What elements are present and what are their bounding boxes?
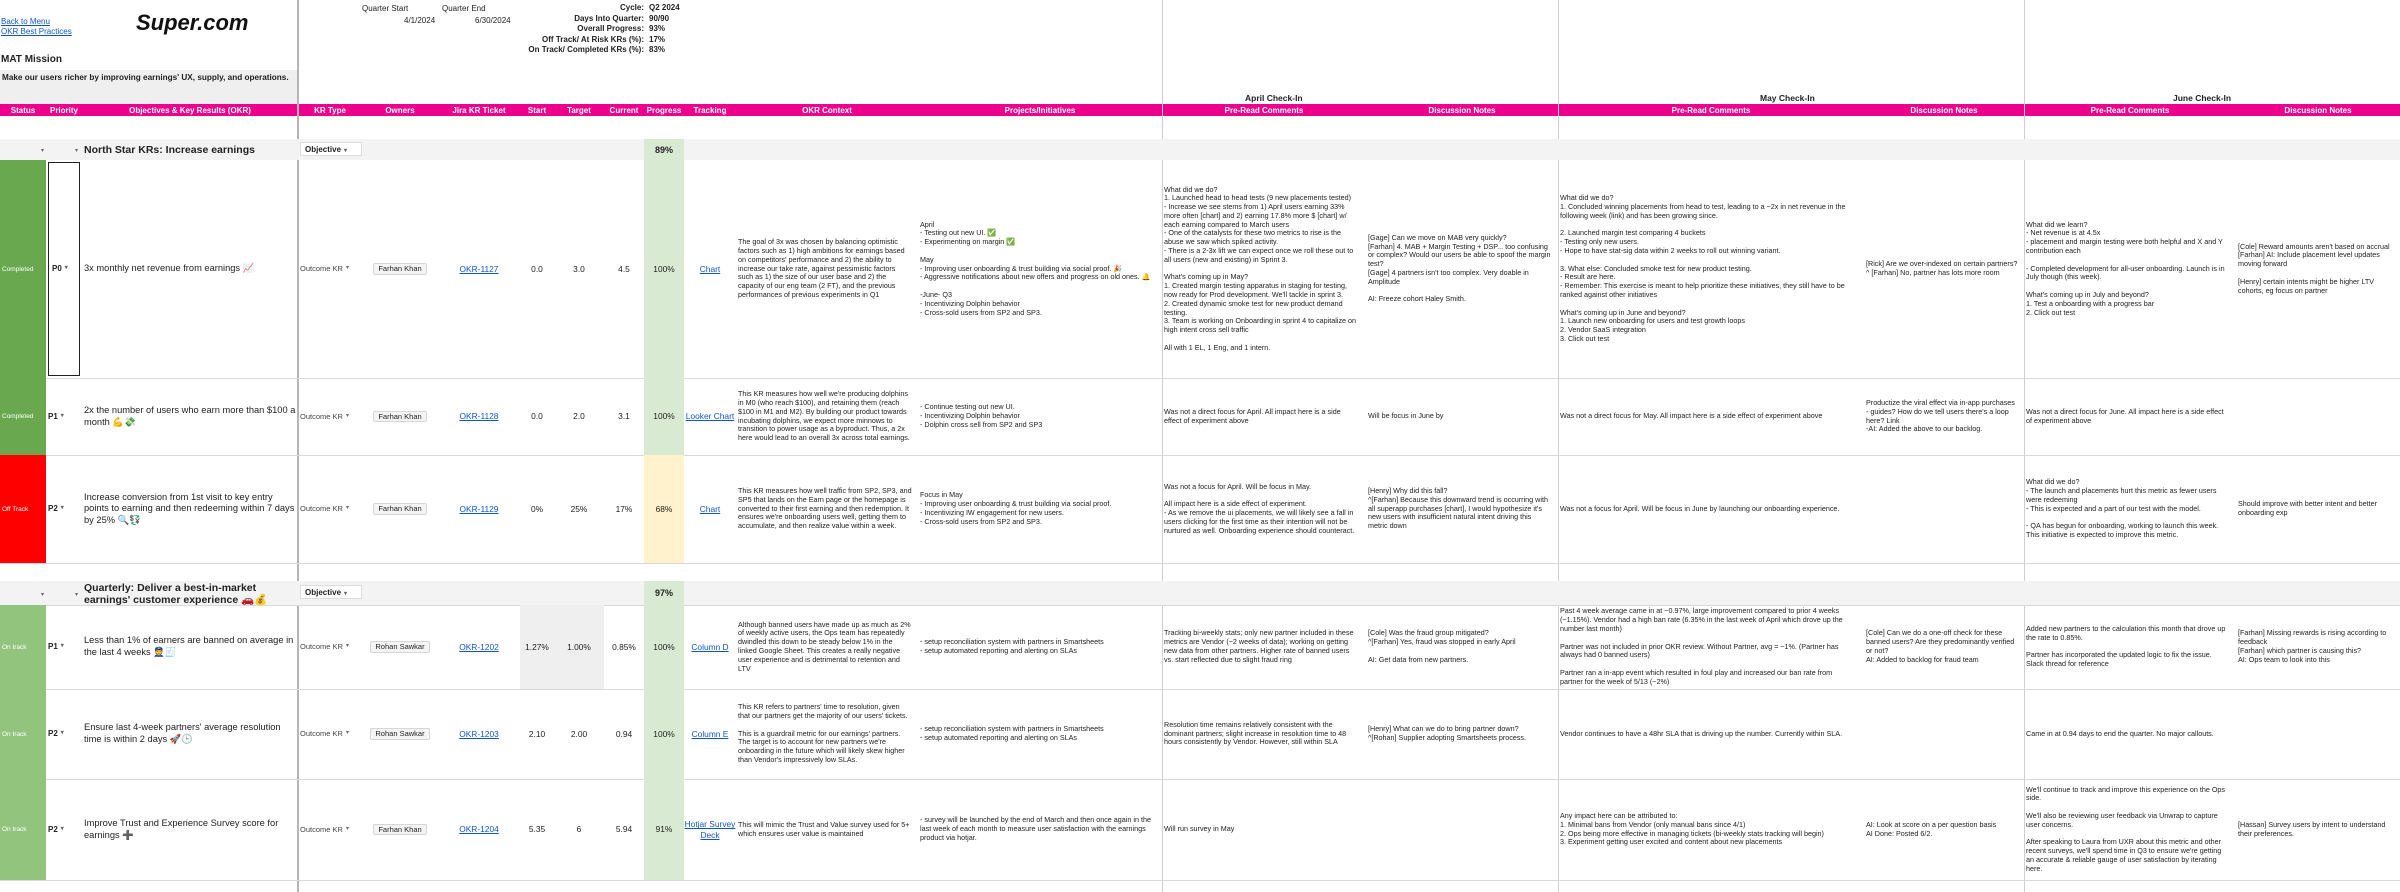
section-collapse-dropdown[interactable]: ▾	[41, 592, 45, 598]
progress-value: 68%	[655, 503, 673, 514]
jira-cell[interactable]	[438, 380, 520, 453]
status-label: On track	[2, 730, 27, 738]
progress-value: 100%	[653, 263, 675, 274]
may-notes	[1866, 691, 2022, 777]
current-value: 0.94	[615, 728, 633, 739]
tracking-link[interactable]: Column E	[691, 728, 729, 739]
owner-cell[interactable]	[362, 162, 438, 376]
col-priority[interactable]: Priority	[46, 105, 82, 116]
section-priority-dropdown[interactable]: ▾	[75, 592, 79, 598]
row-divider	[0, 378, 2400, 379]
status-cell[interactable]	[0, 160, 46, 378]
tracking-link[interactable]: Hotjar Survey Deck	[684, 819, 736, 840]
mission-title: MAT Mission	[1, 54, 62, 65]
summary-row: Cycle: Q2 2024	[619, 3, 680, 12]
okr-title: Ensure last 4-week partners' average resolution time is within 2 days 🚀🕒	[84, 722, 281, 744]
okr-context: Although banned users have made up as much as 2% of weekly active users, the Ops team has repeatedly dwindled this down to be steady below 1% in the linked Google Sheet. This creates a really negative user experience and is detrimental to retention and LTV	[738, 619, 913, 673]
target-value: 2.00	[570, 728, 588, 739]
okr-context: This KR measures how well we're producing dolphins in M0 (who reach $100), and retaining them (reach $100 in M1 and M2). By building our product towards incubating dolphins, we expect more minnows to transition to power usage as a byproduct. Thus, a 2x here would lead to an overall 3x across total earnings.	[738, 389, 910, 443]
row-divider	[0, 689, 2400, 690]
kr-type-dropdown[interactable]: Outcome KR ▾	[300, 504, 349, 514]
col-target[interactable]: Target	[554, 105, 604, 116]
status-cell[interactable]	[0, 779, 46, 880]
progress-value: 91%	[655, 824, 673, 835]
may-notes: [Cole] Can we do a one-off check for these banned users? Are they predominantly verified or not? AI: Added to backlog for fraud team	[1866, 628, 2015, 664]
kr-type-label: Outcome KR	[300, 642, 343, 652]
may-divider	[1558, 0, 1559, 892]
jira-cell[interactable]	[438, 691, 520, 777]
projects-initiatives: April - Testing out new UI. ✅ - Experimenting on margin ✅ May - Improving user onboarding & trust building via social proof. 🎉 - Aggressive notifications about new offers and progress on old ones. 🔔 -June- Q3 - Incentivizing Dolphin behavior - Cross-sold users from SP2 and SP3.	[920, 219, 1151, 317]
col-current[interactable]: Current	[604, 105, 644, 116]
may-notes: Productize the viral effect via in-app purchases - guides? How do we tell users there's a loop here? Link -AI: Added the above to our backlog.	[1866, 397, 2015, 434]
current-value: 4.5	[618, 263, 630, 274]
okr-context: This KR measures how well traffic from SP2, SP3, and SP5 that lands on the Earn page or the homepage is converted to their first earning and then redemption. It ensures we're onboarding users well, getting them to accumulate, and then realize value within a week.	[738, 486, 914, 531]
owner-chip: Farhan Khan	[373, 824, 426, 835]
status-cell[interactable]	[0, 689, 46, 779]
priority-label: P2	[48, 729, 58, 739]
may-preread: Any impact here can be attributed to: 1. Minimal bans from Vendor (only manual bans since 4/1) 2. Ops being more effective in managing tickets (bi-weekly stats tracking will begin) 3. Experiment getting user excited and content about new placements	[1560, 810, 1824, 847]
kr-type-dropdown[interactable]: Outcome KR ▾	[300, 411, 349, 421]
logo	[136, 10, 248, 36]
owner-cell[interactable]	[362, 607, 438, 687]
kr-type-label: Outcome KR	[300, 824, 343, 834]
kr-type-label: Outcome KR	[300, 411, 343, 421]
progress-value: 100%	[653, 641, 675, 652]
col-april-preread[interactable]: Pre-Read Comments	[1162, 105, 1366, 116]
tracking-link[interactable]: Chart	[699, 263, 721, 274]
section-title: North Star KRs: Increase earnings	[84, 144, 255, 156]
status-label: Completed	[2, 413, 34, 420]
target-value: 2.0	[573, 411, 585, 422]
col-start[interactable]: Start	[520, 105, 554, 116]
tracking-cell[interactable]	[684, 457, 736, 561]
may-notes: AI: Look at score on a per question basis AI Done: Posted 6/2.	[1866, 819, 1997, 838]
tracking-link[interactable]: Looker Chart	[685, 411, 735, 422]
row-divider	[0, 779, 2400, 780]
june-notes: [Farhan] Missing rewards is rising according to feedback [Farhan] which partner is causing this? AI: Ops team to look into this	[2238, 628, 2387, 664]
progress-value: 100%	[653, 411, 675, 422]
kr-type-dropdown[interactable]: Outcome KR ▾	[300, 729, 349, 739]
priority-cell[interactable]: P1 ▾	[48, 642, 64, 652]
tracking-cell[interactable]	[684, 607, 736, 687]
may-notes: [Rick] Are we over-indexed on certain partners? ^ [Farhan] No, partner has lots more room	[1866, 259, 2018, 277]
section-progress: 97%	[644, 581, 684, 605]
projects-initiatives: - Continue testing out new UI. - Incentivizing Dolphin behavior - Dolphin cross sell from SP2 and SP3	[920, 402, 1043, 429]
target-value: 1.00%	[567, 641, 591, 652]
projects-initiatives: - survey will be launched by the end of March and then once again in the last week of each month to measure user satisfaction with the earnings product via hotjar.	[920, 815, 1153, 842]
projects-initiatives: Focus in May - Improving user onboarding & trust building via social proof. - Incentivizing IW engagement for new users. - Cross-sold users from SP2 and SP3.	[920, 490, 1112, 526]
priority-cell[interactable]: P2 ▾	[48, 504, 64, 514]
may-preread: Was not a focus for April. Will be focus in June by launching our onboarding experience.	[1560, 503, 1840, 513]
owner-chip: Rohan Sawkar	[370, 641, 429, 652]
may-checkin-title: May Check-In	[1760, 93, 1815, 103]
may-preread: What did we do? 1. Concluded winning placements from head to test, leading to a ~2x in net revenue in the following week (link) and has been growing since. 2. Launched margin test comparing 4 buckets - Testing only new users. - Hope to have stat-sig data within 2 weeks to roll out winning variant. 3. What else: Concluded smoke test for new product testing. - Result are here. - Remember: This exercise is meant to help prioritize these initiatives, they still have to be ranked against other initiatives What's coming up in June and beyond? 1. Launch new onboarding for users and test growth loops 2. Vendor SaaS integration 3. Click out test	[1560, 193, 1846, 343]
start-value: 2.10	[528, 728, 546, 739]
current-value: 0.85%	[612, 641, 636, 652]
june-preread: What did we do? - The launch and placements hurt this metric as fewer users were redeeming - This is expected and a part of our test with the model. - QA has begun for onboarding, working to launch this week. This initiative is expected to improve this metric.	[2026, 477, 2219, 539]
col-projects[interactable]: Projects/Initiatives	[918, 105, 1162, 116]
priority-label: P1	[48, 411, 58, 421]
june-preread: Added new partners to the calculation this month that drove up the rate to 0.85%. Partner has incorporated the updated logic to fix the issue. Slack thread for reference	[2026, 624, 2226, 669]
jira-cell[interactable]	[438, 162, 520, 376]
april-preread: Resolution time remains relatively consistent with the dominant partners; slight increase in resolution time to 48 hours consistently by Vendor. However, still within SLA	[1164, 719, 1349, 747]
jira-cell[interactable]	[438, 607, 520, 687]
quarter-start-label: Quarter Start	[362, 4, 409, 13]
super-logo-text: Super.com	[136, 10, 249, 35]
summary-row: Overall Progress: 93%	[577, 24, 666, 33]
current-value: 3.1	[618, 411, 630, 422]
target-value: 6	[576, 824, 582, 835]
owner-chip: Farhan Khan	[373, 503, 426, 514]
projects-initiatives: - setup reconciliation system with partners in Smartsheets - setup automated reporting and alerting on SLAs	[920, 724, 1104, 742]
col-owners[interactable]: Owners	[362, 105, 438, 116]
jira-link[interactable]: OKR-1129	[459, 503, 499, 514]
col-june-notes[interactable]: Discussion Notes	[2236, 105, 2400, 116]
summary-row: Days Into Quarter: 90/90	[574, 13, 670, 23]
jira-link[interactable]: OKR-1203	[459, 728, 499, 739]
col-jira[interactable]: Jira KR Ticket	[438, 105, 520, 116]
okr-title: Less than 1% of earners are banned on average in the last 4 weeks 👮🧾	[84, 635, 294, 657]
may-preread: Was not a direct focus for May. All impact here is a side effect of experiment above	[1560, 411, 1823, 421]
owner-cell[interactable]	[362, 380, 438, 453]
mission-text: Make our users richer by improving earnings' UX, supply, and operations.	[0, 70, 297, 104]
april-divider	[1162, 0, 1163, 892]
april-checkin-title: April Check-In	[1245, 93, 1303, 103]
quarter-end-label: Quarter End	[442, 4, 486, 13]
owner-cell[interactable]	[362, 691, 438, 777]
april-preread: Was not a focus for April. Will be focus in May. All impact here is a side effect of experiment. - As we remove the ui placements, we will likely see a fall in users clicking for the first time as their intention will not be nurtured as well. Onboarding experience should counteract.	[1164, 481, 1355, 535]
tracking-cell[interactable]	[684, 691, 736, 777]
priority-label: P2	[48, 504, 58, 514]
kr-type-dropdown[interactable]: Outcome KR ▾	[300, 824, 349, 834]
april-notes: [Henry] What can we do to bring partner down? ^[Rohan] Supplier adopting Smartsheets process.	[1368, 724, 1526, 742]
april-notes: [Gage] Can we move on MAB very quickly? [Farhan] 4. MAB + Margin Testing + DSP... too confusing or complex? Would our users be able to spoof the margin test? [Gage] 4 partners isn't too complex. Very doable in Amplitude AI: Freeze cohort Haley Smith.	[1368, 232, 1551, 304]
april-preread: Was not a direct focus for April. All impact here is a side effect of experiment above	[1164, 406, 1343, 425]
quarter-end-value: 6/30/2024	[475, 16, 511, 25]
owner-chip: Rohan Sawkar	[370, 728, 429, 739]
priority-label: P2	[48, 824, 58, 834]
june-preread: Was not a direct focus for June. All impact here is a side effect of experiment above	[2026, 406, 2226, 425]
priority-label: P1	[48, 642, 58, 652]
col-context[interactable]: OKR Context	[736, 105, 918, 116]
june-notes	[2238, 691, 2398, 777]
start-value: 0%	[530, 503, 544, 514]
kr-type-label: Outcome KR	[300, 504, 343, 514]
april-notes: Will be focus in June by	[1368, 411, 1444, 421]
section-priority-dropdown[interactable]: ▾	[75, 148, 79, 154]
section-title: Quarterly: Deliver a best-in-market earnings' customer experience 🚗💰	[84, 582, 268, 607]
col-april-notes[interactable]: Discussion Notes	[1366, 105, 1558, 116]
april-preread: Tracking bi-weekly stats; only new partner included in these metrics are Vendor (~2 weeks of data); working on getting new data from other partners. Higher rate of banned users vs. start reflected due to slight fraud ring	[1164, 628, 1356, 664]
current-value: 5.94	[615, 824, 633, 835]
col-may-preread[interactable]: Pre-Read Comments	[1558, 105, 1864, 116]
col-june-preread[interactable]: Pre-Read Comments	[2024, 105, 2236, 116]
owner-chip: Farhan Khan	[373, 263, 426, 274]
quarter-start-value: 4/1/2024	[404, 16, 436, 25]
section-collapse-dropdown[interactable]: ▾	[41, 148, 45, 154]
okr-best-practices-link[interactable]: OKR Best Practices	[1, 27, 72, 36]
col-kr-type[interactable]: KR Type	[298, 105, 362, 116]
tracking-link[interactable]: Column D	[691, 641, 729, 652]
okr-title: 3x monthly net revenue from earnings 📈	[84, 263, 255, 274]
back-to-menu-link[interactable]: Back to Menu	[1, 17, 50, 26]
row-divider	[0, 605, 2400, 606]
april-preread: Will run survey in May	[1164, 824, 1235, 834]
col-tracking[interactable]: Tracking	[684, 105, 736, 116]
target-value: 25%	[570, 503, 588, 514]
priority-cell[interactable]: P2 ▾	[48, 824, 64, 834]
jira-link[interactable]: OKR-1127	[459, 263, 499, 274]
current-value: 17%	[615, 503, 633, 514]
may-notes	[1866, 457, 2022, 561]
target-value: 3.0	[573, 263, 585, 274]
priority-cell[interactable]: P1 ▾	[48, 411, 64, 421]
start-value: 5.35	[528, 824, 546, 835]
june-preread: Came in at 0.94 days to end the quarter. No major callouts.	[2026, 728, 2214, 738]
okr-context: This KR refers to partners' time to resolution, given that our partners get the majority of our users' tickets. This is a guardrail metric for our earnings' partners. The target is to account for new partners we're onboarding in the future which will likely skew higher than Vendor's impressively low SLAs.	[738, 702, 908, 764]
owner-cell[interactable]	[362, 781, 438, 878]
jira-link[interactable]: OKR-1202	[459, 641, 499, 652]
june-notes	[2238, 380, 2398, 453]
progress-value: 100%	[653, 728, 675, 739]
tracking-cell[interactable]	[684, 781, 736, 878]
row-divider	[0, 880, 2400, 881]
section-progress: 89%	[644, 139, 684, 160]
kr-type-label: Outcome KR	[300, 264, 343, 274]
summary-panel	[520, 3, 682, 56]
projects-initiatives: - setup reconciliation system with partners in Smartsheets - setup automated reporting and alerting on SLAs	[920, 637, 1104, 655]
april-preread: What did we do? 1. Launched head to head tests (9 new placements tested) - Increase we see stems from 1) April users earning 33% more often [chart] and 2) earning 17.8% more $ [chart] w/ each earning compared to March users - One of the catalysts for these two metrics to rise is the abuse we saw which spiked activity. - There is a 2-3x lift we can expect once we roll these out to all users (new and existing) in Sprint 3. What's coming up in May? 1. Created margin testing apparatus in staging for testing, now ready for Prod development. We'll tackle in sprint 3. 2. Created dynamic smoke test for new product demand testing. 3. Team is working on Onboarding in sprint 4 to capitalize on high intent cross sell traffic All with 1 EL, 1 Eng, and 1 intern.	[1164, 184, 1357, 352]
row-divider	[0, 563, 2400, 564]
summary-row: On Track/ Completed KRs (%): 83%	[528, 45, 666, 54]
okr-context: This will mimic the Trust and Value survey used for 5+ which ensures user value is maintained	[738, 819, 912, 838]
tracking-cell[interactable]	[684, 380, 736, 453]
start-value: 0.0	[531, 411, 543, 422]
priority-cell[interactable]: P0 ▾	[48, 162, 80, 376]
okr-context: The goal of 3x was chosen by balancing optimistic factors such as 1) high ambitions for earnings based on competitors' performance and 2) the ability to increase our take rate, against pessimistic factors such as 1) the size of our user base and 2) the capacity of our eng team (2 FT), and the previous performances of previous experiments in Q1	[738, 237, 907, 299]
start-value: 1.27%	[525, 641, 549, 652]
may-preread: Past 4 week average came in at ~0.97%, large improvement compared to prior 4 weeks (~1.15%). Vendor had a high ban rate (6.35% in the last week of April which drove up the number last month) Partner was not included in prior OKR review. Without Partner, avg = ~1%. (Partner has always had 0 banned users) Partner ran a in-app event which resulted in foul play and increased our ban rate from partner for the week of 5/13 (~2%)	[1560, 607, 1843, 686]
summary-row: Off Track/ At Risk KRs (%): 17%	[542, 34, 666, 44]
col-okr[interactable]: Objectives & Key Results (OKR)	[82, 105, 298, 116]
jira-cell[interactable]	[438, 457, 520, 561]
june-preread: What did we learn? - Net revenue is at 4.5x - placement and margin testing were both helpful and X and Y contribution each - Completed development for all-user onboarding. Launch is in July though (this week). What's coming up in July and beyond? 1. Test a onboarding with a progress bar 2. Click out test	[2026, 219, 2225, 317]
owner-chip: Farhan Khan	[373, 411, 426, 422]
tracking-cell[interactable]	[684, 162, 736, 376]
owner-cell[interactable]	[362, 457, 438, 561]
start-value: 0.0	[531, 263, 543, 274]
col-may-notes[interactable]: Discussion Notes	[1864, 105, 2024, 116]
col-status[interactable]: Status	[0, 105, 46, 116]
status-cell[interactable]	[0, 378, 46, 455]
kr-type-dropdown[interactable]: Outcome KR ▾	[300, 264, 349, 274]
priority-cell[interactable]: P2 ▾	[48, 729, 64, 739]
june-notes: [Hassan] Survey users by intent to understand their preferences.	[2238, 819, 2388, 838]
jira-cell[interactable]	[438, 781, 520, 878]
col-progress[interactable]: Progress	[644, 105, 684, 116]
kr-type-dropdown[interactable]: Outcome KR ▾	[300, 642, 349, 652]
june-notes: Should improve with better intent and better onboarding exp	[2238, 499, 2380, 517]
okr-title: Improve Trust and Experience Survey score for earnings ➕	[84, 817, 279, 840]
april-notes	[1368, 781, 1556, 878]
status-label: On track	[2, 643, 27, 651]
may-preread: Vendor continues to have a 48hr SLA that is driving up the number. Currently within SLA.	[1560, 728, 1843, 738]
june-divider	[2024, 0, 2025, 892]
section-type-select[interactable]: Objective ▾	[300, 585, 362, 599]
priority-label: P0	[52, 264, 62, 274]
okr-title: Increase conversion from 1st visit to key entry points to earning and then redeeming within 7 days by 25% 🔍💱	[84, 491, 295, 525]
jira-link[interactable]: OKR-1204	[459, 824, 499, 835]
tracking-link[interactable]: Chart	[699, 503, 721, 514]
status-label: Completed	[2, 265, 34, 273]
june-preread: We'll continue to track and improve this experience on the Ops side. We'll also be reviewing user feedback via Unwrap to capture user concerns. After speaking to Laura from UXR about this metric and other recent surveys, we'll spend time in Q3 to ensure we're getting an accurate & reliable gauge of user satisfaction by iterating here.	[2026, 784, 2226, 873]
jira-link[interactable]: OKR-1128	[459, 411, 499, 422]
status-cell[interactable]	[0, 605, 46, 689]
april-notes: [Cole] Was the fraud group mitigated? ^[Farhan] Yes, fraud was stopped in early April AI: Get data from new partners.	[1368, 628, 1516, 664]
status-cell[interactable]	[0, 455, 46, 563]
kr-type-label: Outcome KR	[300, 729, 343, 739]
june-notes: [Cole] Reward amounts aren't based on accrual [Farhan] AI: Include placement level updates moving forward [Henry] certain intents might be higher LTV cohorts, eg focus on partner	[2238, 241, 2390, 295]
section-type-select[interactable]: Objective ▾	[300, 142, 362, 156]
status-label: On track	[2, 826, 27, 833]
row-divider	[0, 455, 2400, 456]
june-checkin-title: June Check-In	[2173, 93, 2232, 103]
april-notes: [Henry] Why did this fall? ^[Farhan] Because this downward trend is occurring with all superapp purchases [chart], I would hypothesize it's new users with insufficient natural intent driving this metric down	[1368, 486, 1548, 531]
okr-title: 2x the number of users who earn more than $100 a month 💪💸	[84, 404, 296, 427]
status-label: Off Track	[2, 505, 29, 513]
